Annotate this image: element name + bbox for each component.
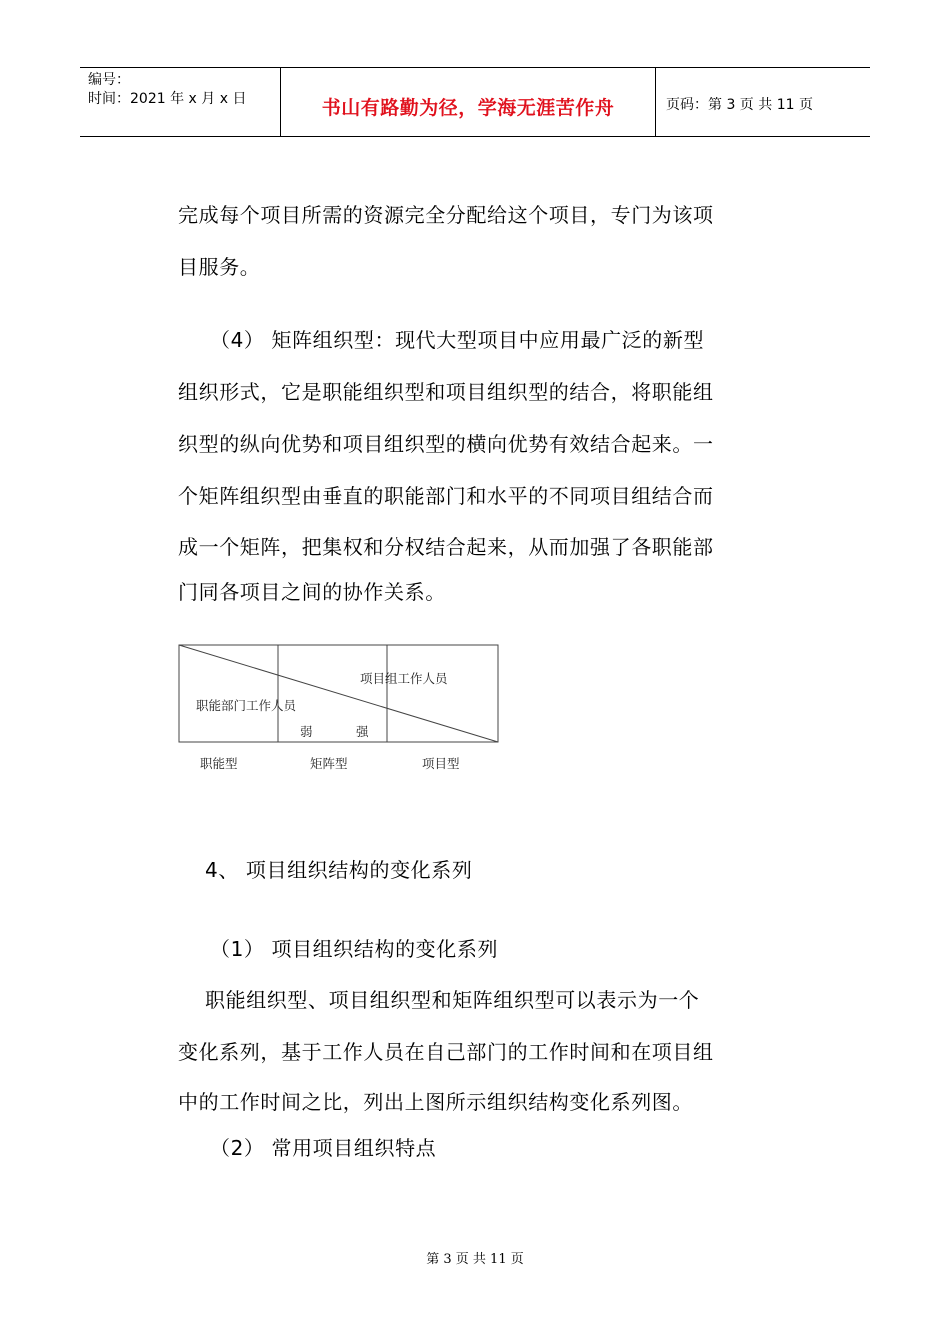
header-meta-cell [80,68,280,136]
section-heading-matrix: （4） 矩阵组织型：现代大型项目中应用最广泛的新型 [210,328,705,352]
subsection-heading-1: （1） 项目组织结构的变化系列 [210,937,499,961]
header-motto: 书山有路勤为径，学海无涯苦作舟 [321,97,615,119]
body-line: 中的工作时间之比，列出上图所示组织结构变化系列图。 [178,1090,693,1114]
functional-type-label: 职能型 [200,756,238,771]
body-line: 职能组织型、项目组织型和矩阵组织型可以表示为一个 [205,988,700,1012]
body-line: 织型的纵向优势和项目组织型的横向优势有效结合起来。一 [178,432,714,456]
body-line: 完成每个项目所需的资源完全分配给这个项目，专门为该项 [178,203,714,227]
page-footer: 第 3 页 共 11 页 [426,1252,524,1267]
body-line: 变化系列，基于工作人员在自己部门的工作时间和在项目组 [178,1040,714,1064]
body-line: 目服务。 [178,255,261,279]
project-type-label: 项目型 [422,756,460,771]
organization-spectrum-diagram [178,644,500,774]
document-date-label: 时间：2021 年 x 月 x 日 [88,91,247,107]
strong-label: 强 [356,724,369,739]
dept-staff-label: 职能部门工作人员 [196,698,297,713]
weak-label: 弱 [300,724,313,739]
header-page-cell [656,68,870,136]
header-page-info: 页码：第 3 页 共 11 页 [666,97,813,113]
header-motto-cell [280,68,656,136]
body-line: 成一个矩阵，把集权和分权结合起来，从而加强了各职能部 [178,535,714,559]
matrix-type-label: 矩阵型 [310,756,348,771]
document-number-label: 编号： [88,72,130,88]
body-line: 个矩阵组织型由垂直的职能部门和水平的不同项目组结合而 [178,484,714,508]
project-staff-label: 项目组工作人员 [360,671,448,686]
body-line: 组织形式，它是职能组织型和项目组织型的结合，将职能组 [178,380,714,404]
section-heading-4: 4、 项目组织结构的变化系列 [205,858,473,882]
body-line: 门同各项目之间的协作关系。 [178,580,446,604]
page-header [80,67,870,137]
subsection-heading-2: （2） 常用项目组织特点 [210,1136,437,1160]
